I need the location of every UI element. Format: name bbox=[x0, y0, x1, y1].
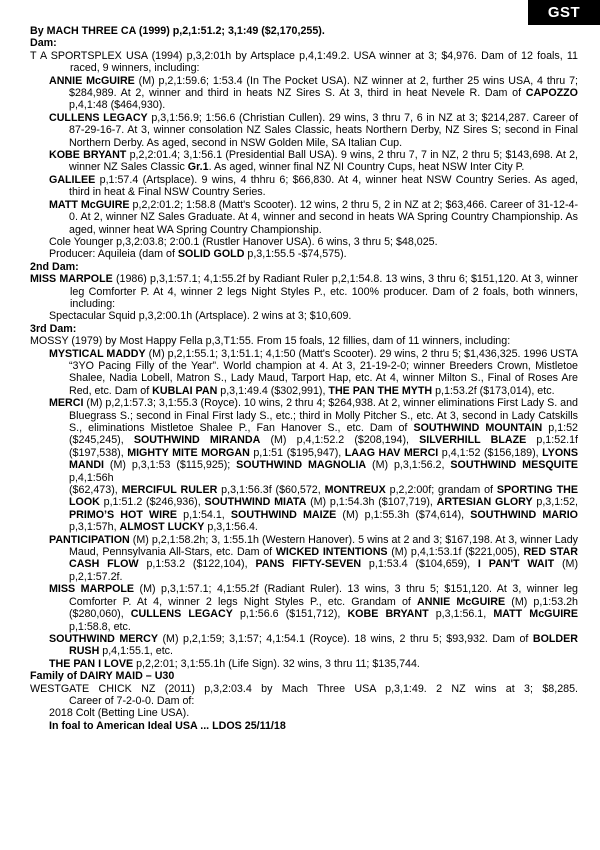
text-run: (M) p,3,1:56.2, bbox=[366, 459, 451, 472]
bold-text-run: ARTESIAN GLORY bbox=[436, 496, 533, 509]
text-run: p,1:54.1, bbox=[176, 508, 231, 521]
bold-text-run: KOBE BRYANT bbox=[49, 149, 127, 162]
text-run: p,2,2:01.4; 3,1:56.1 (Presidential Ball USA). 9 wins, 2 thru 7, 7 in NZ, 2 thru 5; $143,698. At 2, winner NZ Sales Classic bbox=[69, 149, 578, 174]
text-run: p,3,1:57h, bbox=[69, 521, 120, 534]
text-run: p,3,1:55.5 -$74,575). bbox=[244, 248, 347, 261]
text-run: p,2,2:00f; grandam of bbox=[385, 484, 497, 497]
text-run: (M) p,2,1:55.1; 3,1:51.1; 4,1:50 (Matt's Scooter). 29 wins, 2 thru 5; $1,436,325. 1996 USTA “3YO Pacing Filly of the Year”. World champion at 4. At 3, 21-19-2-0; winner Breeders Crown, Mistletoe Shalee, Nadia Lobell, Matron S., Lady Maud, Tarport Hap, etc. At 4, winner Milton S., Final of Roses Are Red, etc. Dam of bbox=[69, 347, 578, 397]
bold-text-run: RED STAR CASH FLOW bbox=[69, 546, 579, 571]
text-run: p,1:52.1f ($197,538), bbox=[69, 434, 578, 459]
bold-text-run: SOLID GOLD bbox=[177, 248, 245, 261]
text-run: . As aged, winner final NZ NI Country Cups, heat NSW Inter City P. bbox=[208, 161, 525, 174]
text-run: Producer: Aquileia (dam of bbox=[49, 248, 178, 261]
dam-entry-mossy bbox=[30, 335, 578, 347]
bold-text-run: ANNIE McGUIRE bbox=[417, 595, 506, 608]
text-run: 2018 Colt (Betting Line USA). bbox=[49, 707, 190, 720]
bold-text-run: By MACH THREE CA (1999) p,2,1:51.2; 3,1:49 ($2,170,255). bbox=[30, 25, 325, 37]
bold-text-run: PANTICIPATION bbox=[49, 533, 130, 546]
progeny-matt-mcguire bbox=[30, 199, 578, 236]
bold-text-run: MERCIFUL RULER bbox=[121, 484, 218, 497]
text-run: p,3,1:49.4 ($302,991), bbox=[217, 384, 329, 397]
bold-text-run: SOUTHWIND MIATA bbox=[204, 496, 307, 509]
bold-text-run: SOUTHWIND MARIO bbox=[470, 508, 578, 521]
sire-line bbox=[30, 25, 578, 37]
bold-text-run: MISS MARPOLE bbox=[30, 273, 113, 286]
text-run: (M) p,3,1:53 ($115,925); bbox=[104, 459, 237, 472]
dam-entry-miss-marpole bbox=[30, 273, 578, 310]
text-run: p,1:58.8, etc. bbox=[69, 620, 131, 633]
bold-text-run: MONTREUX bbox=[324, 484, 386, 497]
text-run: (M) p,2,1:58.2h; 3, 1:55.1h (Western Hanover). 5 wins at 2 and 3; $167,198. At 3, winner Lady Maud, Pennsylvania All-Stars, etc. Dam of bbox=[69, 533, 578, 559]
text-run: p,3,1:56.3f ($60,572, bbox=[217, 484, 325, 497]
text-run: T A SPORTSPLEX USA (1994) p,3,2:01h by Artsplace p,4,1:49.2. USA winner at 3; $4,976. Dam of 12 foals, 11 raced, 9 winners, including: bbox=[30, 49, 578, 75]
bold-text-run: SOUTHWIND MIRANDA bbox=[133, 434, 261, 447]
bold-text-run: SOUTHWIND MOUNTAIN bbox=[413, 422, 543, 434]
progeny-southwind-mercy bbox=[30, 633, 578, 658]
text-run: (M) p,4,1:52.2 ($208,194), bbox=[260, 434, 420, 447]
bold-text-run: SOUTHWIND MAIZE bbox=[230, 508, 337, 521]
progeny-cole-younger bbox=[30, 236, 578, 248]
foal-2018-colt bbox=[30, 707, 578, 719]
pedigree-body bbox=[30, 25, 578, 732]
progeny-annie-mcguire bbox=[30, 75, 578, 112]
progeny-miss-marpole-m bbox=[30, 583, 578, 633]
in-foal-line bbox=[30, 720, 578, 732]
bold-text-run: BOLDER RUSH bbox=[69, 632, 578, 658]
bold-text-run: MERCI bbox=[49, 397, 84, 410]
progeny-galilee bbox=[30, 174, 578, 199]
bold-text-run: MIGHTY MITE MORGAN bbox=[127, 446, 250, 459]
text-run: p,3,1:56.9; 1:56.6 (Christian Cullen). 29 wins, 3 thru 7, 6 in NZ at 3; $214,287. Career of 87-29-16-7. At 3, winner consolation NZ Sales Classic, heats Northern Derby, NZ Sires S; second in Final Northern Derby. As aged, second in NSW Golden Mile, SA Italian Cup. bbox=[69, 111, 578, 149]
text-run: p,4,1:55.1, etc. bbox=[99, 645, 173, 658]
progeny-the-pan-i-love bbox=[30, 658, 578, 670]
bold-text-run: 2nd Dam: bbox=[30, 260, 79, 273]
text-run: p,1:53.4 ($104,659), bbox=[361, 558, 478, 571]
text-run: p,4,1:56h bbox=[69, 471, 114, 484]
progeny-spectacular-squid bbox=[30, 310, 578, 322]
text-run: (M) p,4,1:53.1f ($221,005), bbox=[387, 546, 524, 559]
dam-entry-ta-sportsplex bbox=[30, 50, 578, 75]
bold-text-run: SPORTING THE LOOK bbox=[69, 484, 578, 509]
text-run: (M) p,2,1:59; 3,1:57; 4,1:54.1 (Royce). 18 wins, 2 thru 5; $93,932. Dam of bbox=[158, 632, 533, 645]
bold-text-run: Family of DAIRY MAID – U30 bbox=[30, 670, 175, 683]
second-dam-heading bbox=[30, 261, 578, 273]
text-run: p,1:51.2 ($246,936), bbox=[99, 496, 205, 509]
text-run: p,1:53.2 ($122,104), bbox=[138, 558, 256, 571]
progeny-mystical-maddy bbox=[30, 348, 578, 398]
bold-text-run: Gr.1 bbox=[187, 161, 209, 174]
text-run: p,1:52 ($245,245), bbox=[69, 422, 578, 447]
text-run: MOSSY (1979) by Most Happy Fella p,3,T1:55. From 15 foals, 12 fillies, dam of 11 winners, including: bbox=[30, 335, 511, 348]
text-run: (M) p,2,1:59.6; 1:53.4 (In The Pocket USA). NZ winner at 2, further 25 wins USA, 4 thru 7; $284,989. At 2, winner and third in heats NZ Sires S. At 3, third in heat Nevele R. Dam of bbox=[69, 74, 578, 100]
bold-text-run: Dam: bbox=[30, 37, 57, 50]
text-run: Career of 7-2-0-0. Dam of: bbox=[69, 694, 195, 707]
family-line bbox=[30, 670, 578, 682]
dam-entry-westgate-chick bbox=[30, 683, 578, 695]
progeny-merci-continued bbox=[30, 484, 578, 534]
text-run: p,1:53.2f ($173,014), etc. bbox=[432, 384, 555, 397]
bold-text-run: CAPOZZO bbox=[525, 87, 578, 100]
bold-text-run: SOUTHWIND MERCY bbox=[49, 632, 158, 645]
bold-text-run: KUBLAI PAN bbox=[152, 384, 218, 397]
bold-text-run: THE PAN THE MYTH bbox=[328, 384, 433, 397]
bold-text-run: MATT McGUIRE bbox=[49, 198, 130, 211]
bold-text-run: CULLENS LEGACY bbox=[49, 111, 148, 124]
text-run: p,1:51 ($195,947), bbox=[249, 446, 345, 459]
text-run: p,1:57.4 (Artsplace). 9 wins, 4 thhru 6; $66,830. At 4, winner heat NSW Country Series. As aged, third in heat & Final NSW Country Series. bbox=[69, 173, 578, 199]
bold-text-run: CULLENS LEGACY bbox=[130, 608, 233, 621]
producer-line bbox=[30, 248, 578, 260]
text-run: (M) p,1:54.3h ($107,719), bbox=[306, 496, 437, 509]
bold-text-run: LYONS MANDI bbox=[69, 446, 578, 472]
bold-text-run: In foal to American Ideal USA ... LDOS 25/11/18 bbox=[49, 719, 286, 732]
bold-text-run: WICKED INTENTIONS bbox=[275, 546, 388, 559]
bold-text-run: SOUTHWIND MAGNOLIA bbox=[236, 459, 367, 472]
text-run: WESTGATE CHICK NZ (2011) p,3,2:03.4 by Mach Three USA p,3,1:49. 2 NZ wins at 3; $8,285. bbox=[30, 682, 578, 695]
text-run: p,3,1:56.1, bbox=[428, 608, 494, 621]
text-run: ($62,473), bbox=[69, 484, 122, 497]
bold-text-run: I PAN'T WAIT bbox=[477, 558, 555, 571]
westgate-career-line bbox=[30, 695, 578, 707]
text-run: p,4,1:52 ($156,189), bbox=[438, 446, 543, 459]
bold-text-run: MATT McGUIRE bbox=[493, 608, 579, 621]
text-run: p,1:56.6 ($151,712), bbox=[232, 608, 348, 621]
third-dam-heading bbox=[30, 323, 578, 335]
bold-text-run: MISS MARPOLE bbox=[49, 583, 135, 596]
gst-badge: GST bbox=[528, 0, 600, 25]
progeny-kobe-bryant bbox=[30, 149, 578, 174]
bold-text-run: 3rd Dam: bbox=[30, 322, 77, 335]
bold-text-run: THE PAN I LOVE bbox=[49, 657, 134, 670]
bold-text-run: KOBE BRYANT bbox=[347, 608, 429, 621]
text-run: p,4,1:48 ($464,930). bbox=[69, 99, 166, 112]
dam-heading bbox=[30, 37, 578, 49]
bold-text-run: SILVERHILL BLAZE bbox=[419, 434, 527, 447]
bold-text-run: ALMOST LUCKY bbox=[119, 521, 205, 534]
text-run: (M) p,1:53.2h ($280,060), bbox=[69, 595, 578, 621]
bold-text-run: SOUTHWIND MESQUITE bbox=[450, 459, 578, 472]
bold-text-run: LAAG HAV MERCI bbox=[344, 446, 439, 459]
text-run: (M) p,3,1:57.1; 4,1:55.2f (Radiant Ruler). 13 wins, 3 thru 5; $151,120. At 3, winner leg Comforter P. At 4, winner 2 legs Night Styles P., etc. Grandam of bbox=[69, 583, 578, 608]
bold-text-run: PRIMO’S HOT WIRE bbox=[69, 508, 177, 521]
text-run: (M) p,2,1:57.3; 3,1:55.3 (Royce). 10 wins, 2 thru 4; $264,938. At 2, winner eliminations First Lady S. and Bluegrass S.; second in Final First lady S., etc.; third in Molly Pitcher S., etc. At 3, second in Lady Catskills S., eliminations Mistletoe Shalee P., Fan Hanover S., etc. Dam of bbox=[69, 397, 578, 434]
text-run: p,3,1:52, bbox=[532, 496, 578, 509]
bold-text-run: PANS FIFTY-SEVEN bbox=[255, 558, 362, 571]
progeny-panticipation bbox=[30, 534, 578, 584]
text-run: Spectacular Squid p,3,2:00.1h (Artsplace). 2 wins at 3; $10,609. bbox=[49, 310, 352, 323]
text-run: p,2,2:01; 3,1:55.1h (Life Sign). 32 wins, 3 thru 11; $135,744. bbox=[133, 657, 420, 670]
text-run: (M) p,1:55.3h ($74,614), bbox=[336, 508, 471, 521]
text-run: Cole Younger p,3,2:03.8; 2:00.1 (Rustler Hanover USA). 6 wins, 3 thru 5; $48,025. bbox=[49, 235, 438, 248]
text-run: (1986) p,3,1:57.1; 4,1:55.2f by Radiant Ruler p,2,1:54.8. 13 wins, 3 thru 6; $151,120. At 3, winner leg Comforter P. At 4, winner 2 legs Night Styles P., etc. 100% producer. Dam of 2 foals, both winners, including: bbox=[70, 273, 578, 310]
text-run: p,2,2:01.2; 1:58.8 (Matt's Scooter). 12 wins, 2 thru 5, 2 in NZ at 2; $63,466. Career of 31-12-4-0. At 2, winner NZ Sales Graduate. At 4, winner and second in heats WA Spring Country Championship. As aged, winner heat WA Spring Country Championship. bbox=[69, 198, 579, 236]
progeny-merci bbox=[30, 397, 578, 484]
bold-text-run: ANNIE McGUIRE bbox=[49, 74, 135, 87]
bold-text-run: GALILEE bbox=[49, 173, 96, 186]
text-run: (M) p,2,1:57.2f. bbox=[69, 558, 579, 583]
bold-text-run: MYSTICAL MADDY bbox=[49, 347, 146, 360]
progeny-cullens-legacy bbox=[30, 112, 578, 149]
text-run: p,3,1:56.4. bbox=[204, 521, 258, 534]
